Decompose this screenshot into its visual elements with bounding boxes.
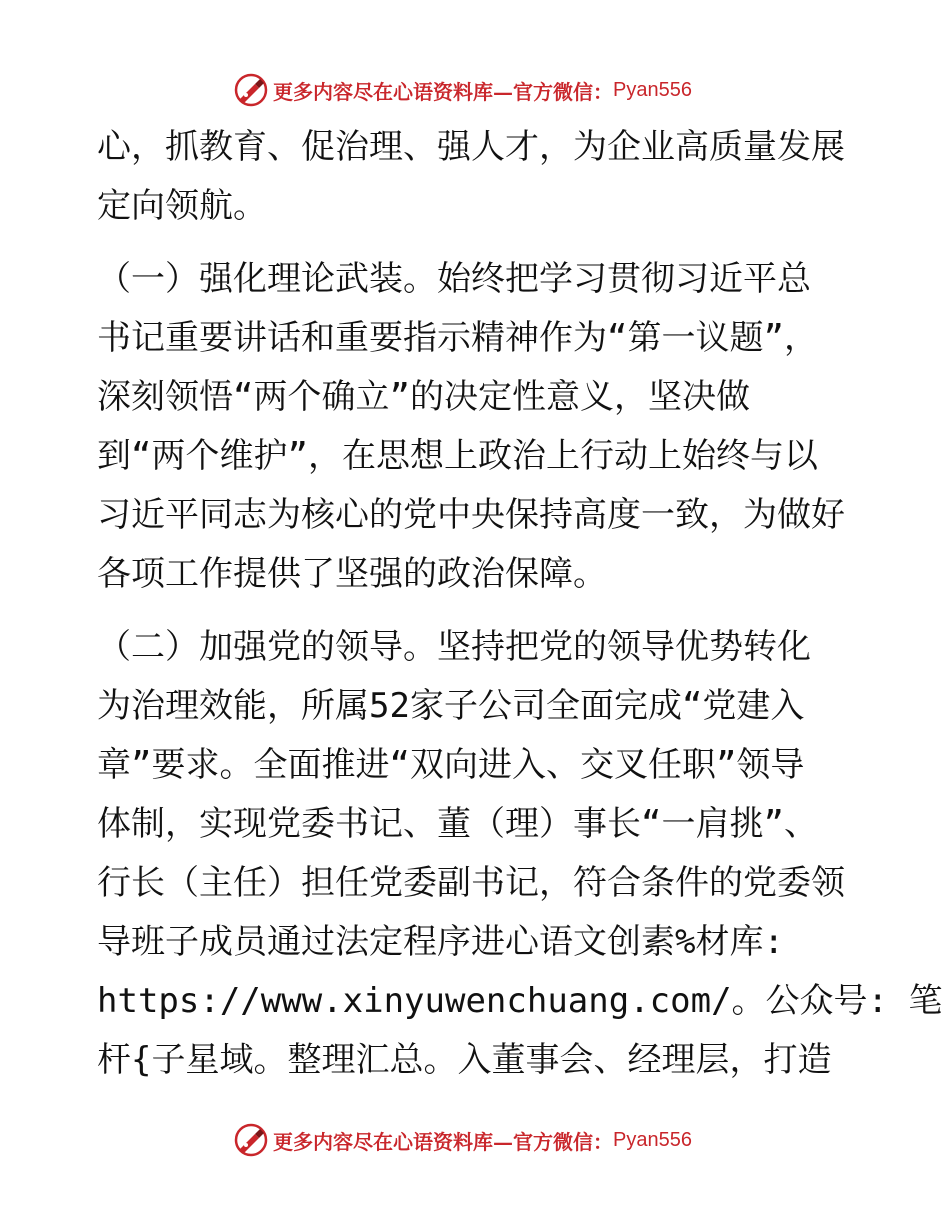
body-line: 定向领航。	[97, 186, 267, 226]
body-line: 为治理效能，所属52家子公司全面完成“党建入	[97, 686, 805, 726]
watermark-header	[233, 71, 692, 109]
pen-logo-icon	[233, 72, 269, 108]
body-line: 体制，实现党委书记、董（理）事长“一肩挑”、	[97, 804, 818, 844]
body-line: 行长（主任）担任党委副书记，符合条件的党委领	[97, 863, 845, 903]
pen-logo-icon	[233, 1122, 269, 1158]
body-line: 各项工作提供了坚强的政治保障。	[97, 554, 607, 594]
watermark-footer	[233, 1121, 692, 1159]
paragraph-heading-2: （二）加强党的领导。坚持把党的领导优势转化	[97, 627, 811, 667]
body-line: 习近平同志为核心的党中央保持高度一致，为做好	[97, 495, 845, 535]
body-line: 心，抓教育、促治理、强人才，为企业高质量发展	[97, 127, 845, 167]
body-line: 书记重要讲话和重要指示精神作为“第一议题”，	[97, 318, 818, 358]
body-line: 导班子成员通过法定程序进心语文创素%材库:	[97, 922, 784, 962]
body-line: 杆{子星域。整理汇总。入董事会、经理层，打造	[97, 1040, 832, 1080]
url-line: https://www.xinyuwenchuang.com/。公众号: 笔	[97, 981, 943, 1021]
watermark-text: 更多内容尽在心语资料库—官方微信：	[273, 1129, 613, 1154]
body-line: 到“两个维护”，在思想上政治上行动上始终与以	[97, 436, 818, 476]
watermark-handle: Pyan556	[613, 1128, 692, 1151]
watermark-text: 更多内容尽在心语资料库—官方微信：	[273, 79, 613, 104]
paragraph-heading-1: （一）强化理论武装。始终把学习贯彻习近平总	[97, 259, 811, 299]
body-line: 章”要求。全面推进“双向进入、交叉任职”领导	[97, 745, 805, 785]
body-line: 深刻领悟“两个确立”的决定性意义，坚决做	[97, 377, 750, 417]
watermark-handle: Pyan556	[613, 78, 692, 101]
